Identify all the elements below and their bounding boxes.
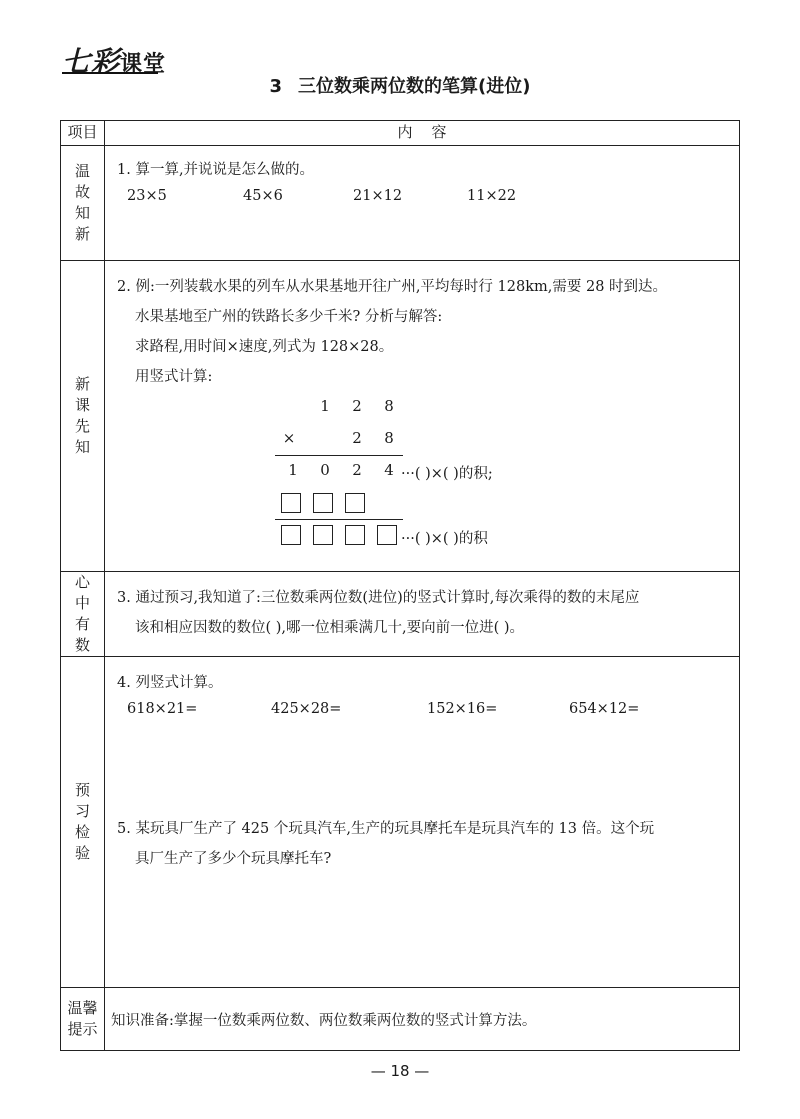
- calc-digit: 2: [352, 429, 362, 447]
- worksheet-table: [60, 120, 740, 1051]
- q5-line1: 5. 某玩具厂生产了 425 个玩具汽车,生产的玩具摩托车是玩具汽车的 13 倍。这个玩: [117, 821, 655, 837]
- section-label-check: 预 习 检 验: [61, 657, 105, 988]
- calc-digit: 8: [384, 397, 394, 415]
- calc-digit: 1: [288, 461, 298, 479]
- q1-item: 11×22: [467, 188, 517, 204]
- section-label-new-lesson: 新 课 先 知: [61, 261, 105, 572]
- answer-box[interactable]: [377, 525, 397, 545]
- tip-content: [105, 988, 740, 1051]
- q1-prompt: 1. 算一算,并说说是怎么做的。: [117, 162, 315, 178]
- calc-digit: 2: [352, 397, 362, 415]
- calc-digit: 2: [352, 461, 362, 479]
- summary-content: [105, 572, 740, 657]
- new-lesson-content: [105, 261, 740, 572]
- calc-digit: 1: [320, 397, 330, 415]
- q3-line1: 3. 通过预习,我知道了:三位数乘两位数(进位)的竖式计算时,每次乘得的数的末尾应: [117, 590, 640, 606]
- q3-line2: 该和相应因数的数位( ),哪一位相乘满几十,要向前一位进( )。: [135, 620, 525, 636]
- answer-box[interactable]: [345, 525, 365, 545]
- review-content: [105, 146, 740, 261]
- q5-line2: 具厂生产了多少个玩具摩托车?: [135, 851, 332, 867]
- section-tip: [61, 988, 740, 1051]
- q2-line3: 求路程,用时间×速度,列式为 128×28。: [135, 339, 394, 355]
- multiply-sign: ×: [282, 429, 296, 447]
- logo-text-main: 七彩: [62, 45, 121, 78]
- lesson-number: 3: [269, 76, 283, 97]
- answer-box[interactable]: [313, 493, 333, 513]
- logo-text-sub: 课堂: [120, 52, 167, 77]
- section-new-lesson: [61, 261, 740, 572]
- section-label-tip: 温馨 提示: [61, 988, 105, 1051]
- answer-box[interactable]: [345, 493, 365, 513]
- table-header-row: [61, 121, 740, 146]
- calc-digit: 0: [320, 461, 330, 479]
- q2-line1: 2. 例:一列装载水果的列车从水果基地开往广州,平均每时行 128km,需要 28 时到达。: [117, 279, 668, 295]
- section-label-summary: 心 中 有 数: [61, 572, 105, 657]
- q1-item: 45×6: [243, 188, 283, 204]
- section-label-review: 温 故 知 新: [61, 146, 105, 261]
- page-number: — 18 —: [370, 1062, 430, 1080]
- calc-rule: [275, 519, 403, 520]
- q4-item: 152×16=: [427, 701, 498, 717]
- q2-line4: 用竖式计算:: [135, 369, 213, 385]
- q4-prompt: 4. 列竖式计算。: [117, 675, 223, 691]
- calc-note-2: ···( )×( )的积: [401, 531, 488, 547]
- q4-item: 618×21=: [127, 701, 198, 717]
- tip-text: 知识准备:掌握一位数乘两位数、两位数乘两位数的竖式计算方法。: [111, 1012, 537, 1029]
- answer-box[interactable]: [313, 525, 333, 545]
- section-review: [61, 146, 740, 261]
- calc-rule: [275, 455, 403, 456]
- q4-item: 425×28=: [271, 701, 342, 717]
- q1-item: 21×12: [353, 188, 403, 204]
- q4-item: 654×12=: [569, 701, 640, 717]
- q1-item: 23×5: [127, 188, 167, 204]
- section-summary: [61, 572, 740, 657]
- answer-box[interactable]: [281, 493, 301, 513]
- lesson-title: 三位数乘两位数的笔算(进位): [298, 76, 531, 97]
- calc-digit: 8: [384, 429, 394, 447]
- q2-line2: 水果基地至广州的铁路长多少千米? 分析与解答:: [135, 309, 443, 325]
- header-item: 项目: [61, 121, 105, 146]
- check-content: [105, 657, 740, 988]
- calc-note-1: ···( )×( )的积;: [401, 466, 493, 482]
- header-content: 内 容: [105, 121, 740, 146]
- section-check: [61, 657, 740, 988]
- answer-box[interactable]: [281, 525, 301, 545]
- calc-digit: 4: [384, 461, 394, 479]
- page-title: [0, 72, 800, 98]
